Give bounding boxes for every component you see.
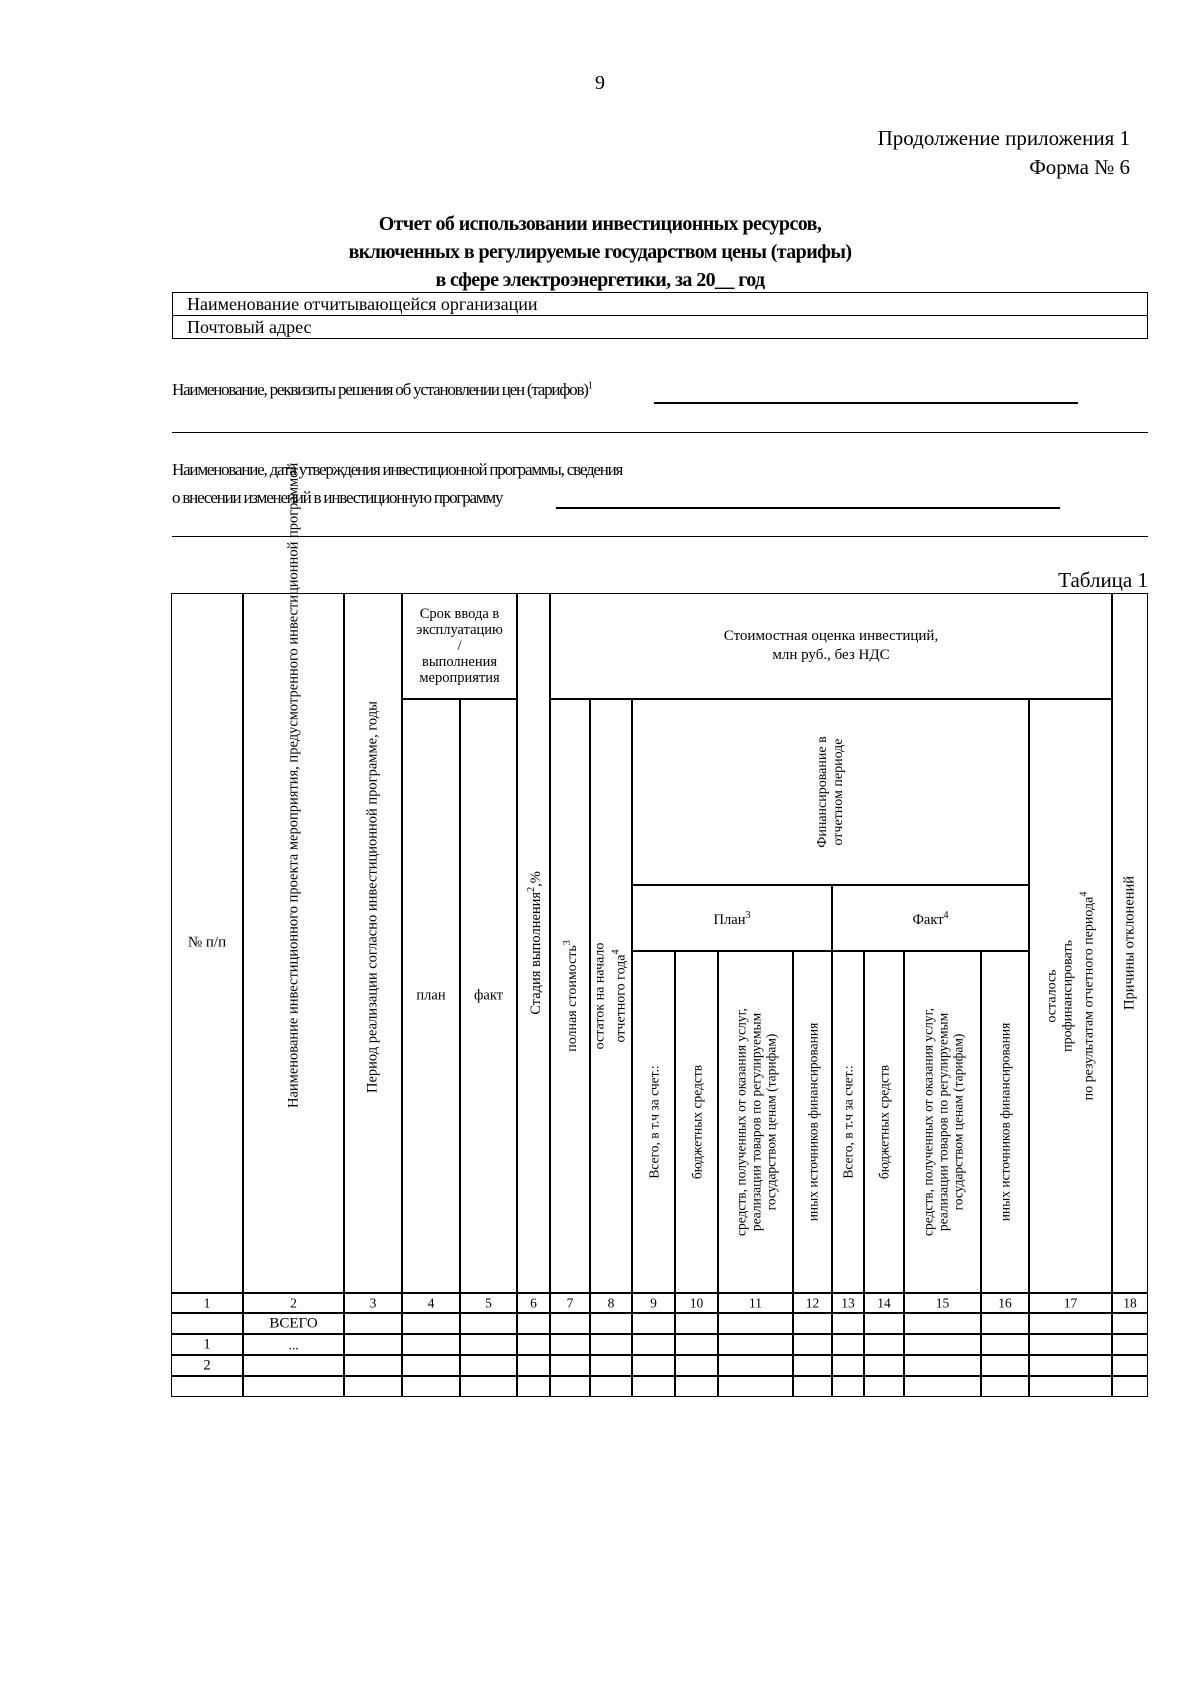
header-fact-tariff: средств, полученных от оказания услуг, реализации товаров по регулируемым государством ценам (тарифам): [904, 951, 981, 1293]
column-number-row-cell: [718, 1293, 793, 1313]
total-row-cell[interactable]: [793, 1313, 832, 1334]
column-number: 1: [203, 1295, 211, 1311]
table-row-cell[interactable]: [632, 1334, 675, 1355]
total-row-cell[interactable]: [864, 1313, 904, 1334]
total-row-cell[interactable]: [1112, 1313, 1148, 1334]
column-number-row-cell: [864, 1293, 904, 1313]
header-reasons: Причины отклонений: [1112, 593, 1148, 1293]
column-number: 15: [935, 1295, 950, 1311]
org-name-field[interactable]: Наименование отчитывающейся организации: [173, 293, 1148, 316]
table-row-cell[interactable]: [904, 1334, 981, 1355]
postal-address-field[interactable]: Почтовый адрес: [173, 316, 1148, 339]
column-number-row-cell: [1112, 1293, 1148, 1313]
column-number: 16: [998, 1295, 1012, 1311]
table-row-cell[interactable]: [243, 1376, 344, 1397]
header-fact-group: Факт$^4$: [832, 885, 1029, 951]
total-row-cell[interactable]: [517, 1313, 550, 1334]
header-plan-group: План$^3$: [632, 885, 832, 951]
table-row-cell[interactable]: [171, 1355, 243, 1376]
table-row-cell[interactable]: [904, 1355, 981, 1376]
table-row-cell[interactable]: [171, 1334, 243, 1355]
program-label-1: Наименование, дата утверждения инвестиционной программы, сведения: [172, 460, 623, 479]
form-number: Форма № 6: [1029, 155, 1130, 179]
table-row-cell[interactable]: [904, 1376, 981, 1397]
table-row-cell[interactable]: [243, 1355, 344, 1376]
table-caption: Таблица 1: [1058, 568, 1148, 592]
table-row-cell[interactable]: [981, 1376, 1029, 1397]
header-term-fact: факт: [460, 699, 517, 1293]
column-number: 13: [841, 1295, 855, 1311]
table-row-cell[interactable]: [675, 1334, 718, 1355]
title-line-2: включенных в регулируемые государством цены (тарифы): [348, 241, 852, 263]
header-period: Период реализации согласно инвестиционной программе, годы: [344, 593, 402, 1293]
total-label: ВСЕГО: [269, 1315, 318, 1331]
table-row-cell[interactable]: [243, 1334, 344, 1355]
total-row-cell[interactable]: [344, 1313, 402, 1334]
total-row-cell[interactable]: [402, 1313, 460, 1334]
header-term-plan: план: [402, 699, 460, 1293]
table-row-cell[interactable]: [1112, 1334, 1148, 1355]
total-row-cell[interactable]: [981, 1313, 1029, 1334]
header-financing-period: Финансирование в отчетном периоде: [632, 699, 1029, 885]
column-number-row-cell: [344, 1293, 402, 1313]
header-plan-tariff: средств, полученных от оказания услуг, реализации товаров по регулируемым государством ценам (тарифам): [718, 951, 793, 1293]
table-row-cell[interactable]: [550, 1355, 590, 1376]
table-row-cell[interactable]: [590, 1355, 632, 1376]
table-row-cell[interactable]: [590, 1334, 632, 1355]
column-number-row-cell: [550, 1293, 590, 1313]
table-row-cell[interactable]: [344, 1334, 402, 1355]
column-number: 14: [877, 1295, 891, 1311]
decision-label: Наименование, реквизиты решения об установлении цен (тарифов)$^1$: [172, 380, 592, 399]
table-row-cell[interactable]: [718, 1355, 793, 1376]
header-commissioning-term: Срок ввода в эксплуатацию / выполнения мероприятия: [402, 593, 517, 699]
table-row-cell[interactable]: [1029, 1376, 1112, 1397]
program-input-line[interactable]: [556, 507, 1060, 509]
table-row-cell[interactable]: [171, 1376, 243, 1397]
total-row-cell[interactable]: [460, 1313, 517, 1334]
header-plan-other: иных источников финансирования: [793, 951, 832, 1293]
table-row-cell[interactable]: [517, 1376, 550, 1397]
column-number-row-cell: [904, 1293, 981, 1313]
table-row-cell[interactable]: [460, 1334, 517, 1355]
table-row-cell[interactable]: [793, 1334, 832, 1355]
table-row-cell[interactable]: [550, 1376, 590, 1397]
column-number: 17: [1063, 1295, 1078, 1311]
table-row-cell[interactable]: [718, 1334, 793, 1355]
total-row-cell[interactable]: [675, 1313, 718, 1334]
column-number: 6: [530, 1295, 537, 1311]
continuation-label: Продолжение приложения 1: [877, 126, 1130, 150]
decision-input-line-2[interactable]: [172, 432, 1148, 433]
column-number: 9: [650, 1295, 657, 1311]
table-row-cell[interactable]: [675, 1376, 718, 1397]
table-row-cell[interactable]: [1029, 1355, 1112, 1376]
column-number: 18: [1123, 1295, 1137, 1311]
table-row-cell[interactable]: [864, 1355, 904, 1376]
table-row-cell[interactable]: [981, 1355, 1029, 1376]
title-line-1: Отчет об использовании инвестиционных ресурсов,: [378, 213, 822, 235]
table-row-cell[interactable]: [402, 1355, 460, 1376]
table-row-cell[interactable]: [793, 1355, 832, 1376]
table-row-cell[interactable]: [344, 1355, 402, 1376]
organization-table: [172, 292, 1148, 339]
table-row-cell[interactable]: [718, 1376, 793, 1397]
table-row-cell[interactable]: [590, 1376, 632, 1397]
row-number: 1: [203, 1336, 211, 1352]
table-row-cell[interactable]: [793, 1376, 832, 1397]
table-row-cell[interactable]: [632, 1376, 675, 1397]
title-line-3: в сфере электроэнергетики, за 20__ год: [435, 269, 765, 291]
header-remaining-start: остаток на начало отчетного года$^4$: [590, 699, 632, 1293]
table-row-cell[interactable]: [402, 1334, 460, 1355]
header-plan-budget: бюджетных средств: [675, 951, 718, 1293]
table-row-cell[interactable]: [864, 1334, 904, 1355]
header-left-to-finance: осталось профинансировать по результатам отчетного периода$^4$: [1029, 699, 1112, 1293]
column-number-row-cell: [632, 1293, 675, 1313]
column-number-row-cell: [832, 1293, 864, 1313]
column-number-row-cell: [793, 1293, 832, 1313]
table-row-cell[interactable]: [460, 1376, 517, 1397]
page-number: 9: [595, 72, 605, 94]
total-row-cell[interactable]: [243, 1313, 344, 1334]
total-row-cell[interactable]: [590, 1313, 632, 1334]
header-full-cost: полная стоимость$^3$: [550, 699, 590, 1293]
decision-input-line[interactable]: [654, 402, 1078, 404]
table-row-cell[interactable]: [1112, 1376, 1148, 1397]
column-number-row-cell: [675, 1293, 718, 1313]
column-number: 11: [749, 1295, 762, 1311]
program-input-line-2[interactable]: [172, 536, 1148, 537]
header-fact-other: иных источников финансирования: [981, 951, 1029, 1293]
column-number-row-cell: [1029, 1293, 1112, 1313]
header-plan-total: Всего, в т.ч за счет.:: [632, 951, 675, 1293]
total-row-cell[interactable]: [718, 1313, 793, 1334]
header-cost-estimate: Стоимостная оценка инвестиций, млн руб., без НДС: [550, 593, 1112, 699]
header-project-name: Наименование инвестиционного проекта мероприятия, предусмотренного инвестиционной программой: [243, 593, 344, 1293]
table-row-cell[interactable]: [675, 1355, 718, 1376]
row-number: 2: [203, 1357, 211, 1373]
table-row-cell[interactable]: [1029, 1334, 1112, 1355]
total-row-cell[interactable]: [171, 1313, 243, 1334]
table-row-cell[interactable]: [981, 1334, 1029, 1355]
column-number: 4: [427, 1295, 435, 1311]
column-number: 2: [290, 1295, 297, 1311]
table-row-cell[interactable]: [550, 1334, 590, 1355]
column-number-row-cell: [517, 1293, 550, 1313]
header-fact-budget: бюджетных средств: [864, 951, 904, 1293]
table-row-cell[interactable]: [344, 1376, 402, 1397]
column-number-row-cell: [590, 1293, 632, 1313]
column-number: 7: [566, 1295, 574, 1311]
column-number: 3: [369, 1295, 377, 1311]
table-row-cell[interactable]: [517, 1355, 550, 1376]
table-row-cell[interactable]: [460, 1355, 517, 1376]
column-number: 10: [689, 1295, 704, 1311]
table-row-cell[interactable]: [632, 1355, 675, 1376]
column-number: 12: [805, 1295, 820, 1311]
column-number: 8: [607, 1295, 615, 1311]
column-number-row-cell: [243, 1293, 344, 1313]
total-row-cell[interactable]: [550, 1313, 590, 1334]
total-row-cell[interactable]: [1029, 1313, 1112, 1334]
table-row-cell[interactable]: [832, 1355, 864, 1376]
header-stage: Стадия выполнения$^2$,%: [517, 593, 550, 1293]
program-label-2: о внесении изменений в инвестиционную программу: [172, 488, 503, 507]
column-number-row-cell: [171, 1293, 243, 1313]
table-row-cell[interactable]: [1112, 1355, 1148, 1376]
row-name: ...: [288, 1337, 299, 1352]
column-number-row-cell: [460, 1293, 517, 1313]
column-number: 5: [485, 1295, 492, 1311]
total-row-cell[interactable]: [904, 1313, 981, 1334]
report-title: [0, 210, 1200, 294]
table-row-cell[interactable]: [832, 1334, 864, 1355]
table-row-cell[interactable]: [517, 1334, 550, 1355]
form-header: [878, 124, 1130, 182]
table-row-cell[interactable]: [864, 1376, 904, 1397]
header-num: № п/п: [171, 593, 243, 1293]
total-row-cell[interactable]: [632, 1313, 675, 1334]
column-number-row-cell: [402, 1293, 460, 1313]
table-row-cell[interactable]: [402, 1376, 460, 1397]
header-fact-total: Всего, в т.ч за счет.:: [832, 951, 864, 1293]
total-row-cell[interactable]: [832, 1313, 864, 1334]
table-row-cell[interactable]: [832, 1376, 864, 1397]
column-number-row-cell: [981, 1293, 1029, 1313]
